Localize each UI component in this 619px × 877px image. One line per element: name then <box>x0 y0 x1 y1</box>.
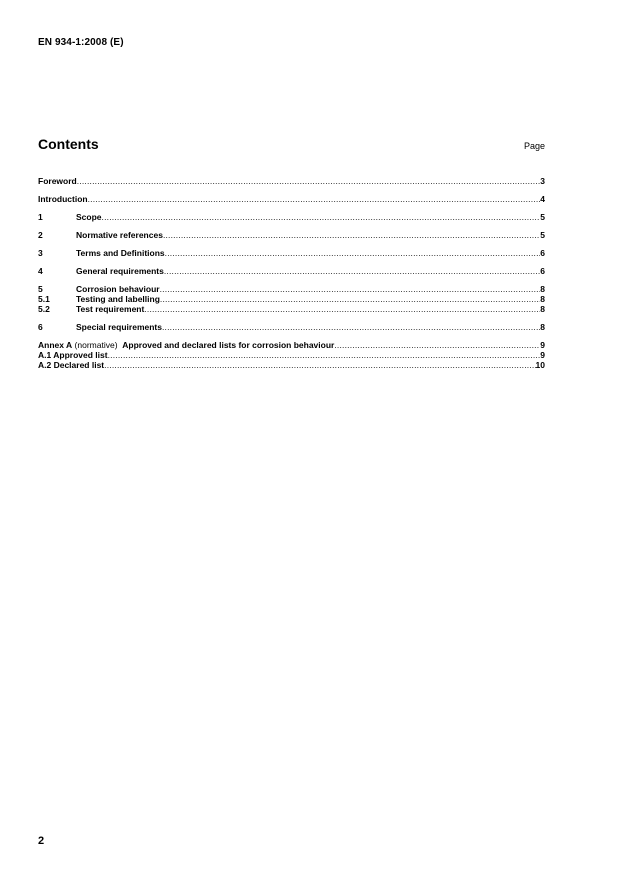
toc-entry-title: Testing and labelling <box>76 294 160 304</box>
document-header: EN 934-1:2008 (E) <box>38 37 124 48</box>
dot-leader <box>165 248 541 258</box>
toc-entry-page: 10 <box>535 360 545 370</box>
toc-entry-page: 3 <box>540 176 545 186</box>
dot-leader <box>334 340 540 350</box>
toc-entry-number: 5.2 <box>38 304 50 314</box>
page-column-label: Page <box>523 141 545 151</box>
toc-entry-page: 6 <box>540 266 545 276</box>
toc-entry-page: 6 <box>540 248 545 258</box>
dot-leader <box>102 212 541 222</box>
dot-leader <box>163 230 540 240</box>
toc-entry-number: 2 <box>38 230 43 240</box>
dot-leader <box>104 360 535 370</box>
toc-entry-title: A.2 Declared list <box>38 360 105 370</box>
toc-entry-title: General requirements <box>76 266 164 276</box>
contents-title: Contents <box>38 136 99 152</box>
toc-entry-title: Test requirement <box>76 304 145 314</box>
toc-entry-title: Normative references <box>76 230 163 240</box>
toc-entry-annex-label: Annex A <box>38 340 73 350</box>
toc-entry-scope[interactable] <box>38 212 545 222</box>
toc-entry-normative-references[interactable] <box>38 230 545 240</box>
toc-entry-title: Scope <box>76 212 102 222</box>
toc-entry-number: 5.1 <box>38 294 50 304</box>
toc-entry-page: 8 <box>540 284 545 294</box>
dot-leader <box>77 176 541 186</box>
page-number: 2 <box>38 835 45 847</box>
toc-entry-corrosion-behaviour[interactable] <box>38 284 545 294</box>
dot-leader <box>160 294 540 304</box>
table-of-contents <box>38 176 545 370</box>
toc-entry-title: Introduction <box>38 194 88 204</box>
dot-leader <box>162 322 540 332</box>
toc-entry-annex-type: (normative) <box>74 340 118 350</box>
toc-entry-title: A.1 Approved list <box>38 350 108 360</box>
toc-entry-page: 8 <box>540 294 545 304</box>
toc-entry-title: Terms and Definitions <box>76 248 165 258</box>
toc-entry-page: 8 <box>540 304 545 314</box>
dot-leader <box>144 304 540 314</box>
dot-leader <box>164 266 540 276</box>
toc-entry-introduction[interactable] <box>38 194 545 204</box>
toc-entry-page: 5 <box>540 230 545 240</box>
toc-entry-terms-and-definitions[interactable] <box>38 248 545 258</box>
toc-entry-number: 6 <box>38 322 43 332</box>
toc-entry-test-requirement[interactable] <box>38 304 545 314</box>
toc-entry-number: 5 <box>38 284 43 294</box>
dot-leader <box>160 284 541 294</box>
toc-entry-number: 4 <box>38 266 43 276</box>
toc-entry-declared-list[interactable] <box>38 360 545 370</box>
toc-entry-page: 5 <box>540 212 545 222</box>
dot-leader <box>88 194 541 204</box>
toc-entry-title: Special requirements <box>76 322 162 332</box>
toc-entry-number: 1 <box>38 212 43 222</box>
toc-entry-approved-list[interactable] <box>38 350 545 360</box>
toc-entry-page: 4 <box>540 194 545 204</box>
toc-entry-number: 3 <box>38 248 43 258</box>
toc-entry-page: 9 <box>540 350 545 360</box>
toc-entry-page: 8 <box>540 322 545 332</box>
toc-entry-title: Foreword <box>38 176 77 186</box>
toc-entry-foreword[interactable] <box>38 176 545 186</box>
toc-entry-special-requirements[interactable] <box>38 322 545 332</box>
toc-entry-title: Approved and declared lists for corrosion behaviour <box>122 340 335 350</box>
toc-entry-page: 9 <box>540 340 545 350</box>
toc-entry-annex-a[interactable] <box>38 340 545 350</box>
toc-entry-general-requirements[interactable] <box>38 266 545 276</box>
toc-entry-title: Corrosion behaviour <box>76 284 160 294</box>
dot-leader <box>108 350 541 360</box>
toc-entry-testing-and-labelling[interactable] <box>38 294 545 304</box>
